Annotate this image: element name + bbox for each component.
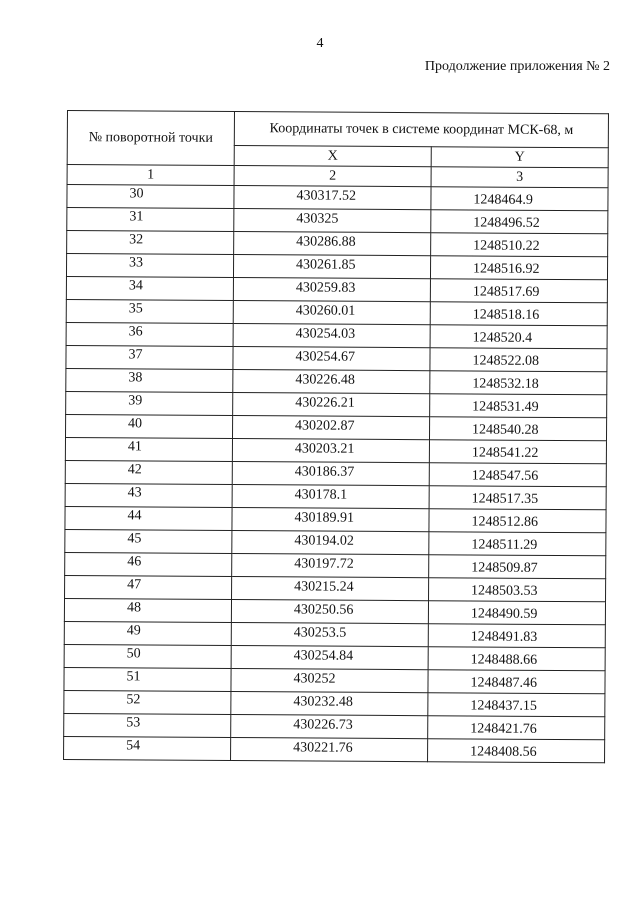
- y-coordinate-cell: 1248540.28: [429, 417, 606, 441]
- x-coordinate-cell: 430254.03: [233, 324, 430, 348]
- x-coordinate-cell: 430252: [231, 669, 428, 693]
- x-coordinate-cell: 430226.21: [233, 393, 430, 417]
- column-number-1: 1: [67, 165, 234, 186]
- y-coordinate-cell: 1248522.08: [430, 348, 607, 372]
- point-number-cell: 35: [66, 299, 233, 323]
- y-coordinate-cell: 1248487.46: [428, 670, 605, 694]
- y-coordinate-cell: 1248490.59: [428, 601, 605, 625]
- point-number-cell: 38: [66, 368, 233, 392]
- column-number-2: 2: [234, 166, 431, 187]
- y-coordinate-cell: 1248496.52: [431, 210, 608, 234]
- table-row: [64, 690, 605, 716]
- table-row: [65, 437, 606, 463]
- coordinates-table: [63, 110, 609, 763]
- x-coordinate-cell: 430215.24: [232, 577, 429, 601]
- y-coordinate-cell: 1248464.9: [431, 187, 608, 211]
- y-coordinate-cell: 1248511.29: [429, 532, 606, 556]
- table-row: [67, 208, 608, 234]
- x-coordinate-cell: 430253.5: [231, 623, 428, 647]
- table-row: [65, 575, 606, 601]
- x-coordinate-cell: 430197.72: [232, 554, 429, 578]
- x-coordinate-cell: 430260.01: [233, 301, 430, 325]
- table-row: [65, 506, 606, 532]
- x-coordinate-cell: 430194.02: [232, 531, 429, 555]
- x-coordinate-cell: 430325: [234, 209, 431, 233]
- y-coordinate-cell: 1248437.15: [428, 693, 605, 717]
- point-number-cell: 31: [67, 208, 234, 232]
- x-coordinate-cell: 430226.73: [231, 715, 428, 739]
- table-header-row: [67, 111, 608, 148]
- x-coordinate-cell: 430186.37: [232, 462, 429, 486]
- column-number-3: 3: [431, 167, 608, 188]
- point-number-cell: 36: [66, 322, 233, 346]
- table-row: [67, 231, 608, 257]
- table-row: [67, 185, 608, 211]
- table-row: [66, 368, 607, 394]
- y-coordinate-cell: 1248408.56: [428, 739, 605, 763]
- point-number-cell: 47: [65, 575, 232, 599]
- table-row: [65, 414, 606, 440]
- table-row: [66, 254, 607, 280]
- y-coordinate-cell: 1248547.56: [429, 463, 606, 487]
- coordinates-table-wrapper: [63, 110, 608, 763]
- point-number-cell: 50: [64, 644, 231, 668]
- y-coordinate-cell: 1248421.76: [428, 716, 605, 740]
- point-number-cell: 41: [65, 437, 232, 461]
- point-number-cell: 32: [67, 231, 234, 255]
- table-row: [66, 299, 607, 325]
- point-number-cell: 34: [66, 276, 233, 300]
- point-number-cell: 51: [64, 667, 231, 691]
- table-row: [65, 529, 606, 555]
- x-header: X: [234, 146, 431, 167]
- table-row: [64, 736, 605, 762]
- point-number-cell: 53: [64, 713, 231, 737]
- y-coordinate-cell: 1248531.49: [430, 394, 607, 418]
- y-coordinate-cell: 1248512.86: [429, 509, 606, 533]
- table-row: [64, 713, 605, 739]
- point-number-cell: 45: [65, 529, 232, 553]
- point-number-cell: 39: [66, 391, 233, 415]
- y-coordinate-cell: 1248532.18: [430, 371, 607, 395]
- y-header: Y: [431, 147, 608, 168]
- table-row: [66, 391, 607, 417]
- table-row: [64, 667, 605, 693]
- x-coordinate-cell: 430261.85: [233, 255, 430, 279]
- x-coordinate-cell: 430254.67: [233, 347, 430, 371]
- x-coordinate-cell: 430286.88: [234, 232, 431, 256]
- y-coordinate-cell: 1248488.66: [428, 647, 605, 671]
- y-coordinate-cell: 1248541.22: [429, 440, 606, 464]
- table-row: [65, 483, 606, 509]
- y-coordinate-cell: 1248509.87: [429, 555, 606, 579]
- table-row: [65, 460, 606, 486]
- point-number-cell: 30: [67, 185, 234, 209]
- x-coordinate-cell: 430178.1: [232, 485, 429, 509]
- x-coordinate-cell: 430259.83: [233, 278, 430, 302]
- point-number-cell: 33: [66, 254, 233, 278]
- table-row: [65, 552, 606, 578]
- x-coordinate-cell: 430202.87: [232, 416, 429, 440]
- point-number-cell: 54: [64, 736, 231, 760]
- y-coordinate-cell: 1248491.83: [428, 624, 605, 648]
- point-number-cell: 52: [64, 690, 231, 714]
- y-coordinate-cell: 1248518.16: [430, 302, 607, 326]
- point-number-cell: 40: [65, 414, 232, 438]
- point-number-cell: 46: [65, 552, 232, 576]
- table-row: [66, 322, 607, 348]
- table-row: [64, 621, 605, 647]
- x-coordinate-cell: 430317.52: [234, 186, 431, 210]
- table-row: [66, 276, 607, 302]
- point-number-cell: 43: [65, 483, 232, 507]
- x-coordinate-cell: 430221.76: [231, 738, 428, 762]
- table-row: [64, 598, 605, 624]
- x-coordinate-cell: 430254.84: [231, 646, 428, 670]
- x-coordinate-cell: 430226.48: [233, 370, 430, 394]
- appendix-continuation-title: Продолжение приложения № 2: [424, 59, 610, 74]
- page-number: 4: [316, 36, 324, 51]
- coordinates-group-header: Координаты точек в системе координат МСК-68, м: [234, 112, 608, 148]
- point-number-cell: 48: [64, 598, 231, 622]
- point-number-cell: 42: [65, 460, 232, 484]
- point-number-cell: 37: [66, 345, 233, 369]
- y-coordinate-cell: 1248517.35: [429, 486, 606, 510]
- point-number-cell: 49: [64, 621, 231, 645]
- y-coordinate-cell: 1248517.69: [430, 279, 607, 303]
- x-coordinate-cell: 430203.21: [232, 439, 429, 463]
- point-number-header: № поворотной точки: [67, 111, 234, 166]
- table-row: [64, 644, 605, 670]
- x-coordinate-cell: 430250.56: [231, 600, 428, 624]
- y-coordinate-cell: 1248503.53: [429, 578, 606, 602]
- point-number-cell: 44: [65, 506, 232, 530]
- y-coordinate-cell: 1248520.4: [430, 325, 607, 349]
- x-coordinate-cell: 430189.91: [232, 508, 429, 532]
- y-coordinate-cell: 1248516.92: [430, 256, 607, 280]
- table-row: [66, 345, 607, 371]
- x-coordinate-cell: 430232.48: [231, 692, 428, 716]
- y-coordinate-cell: 1248510.22: [431, 233, 608, 257]
